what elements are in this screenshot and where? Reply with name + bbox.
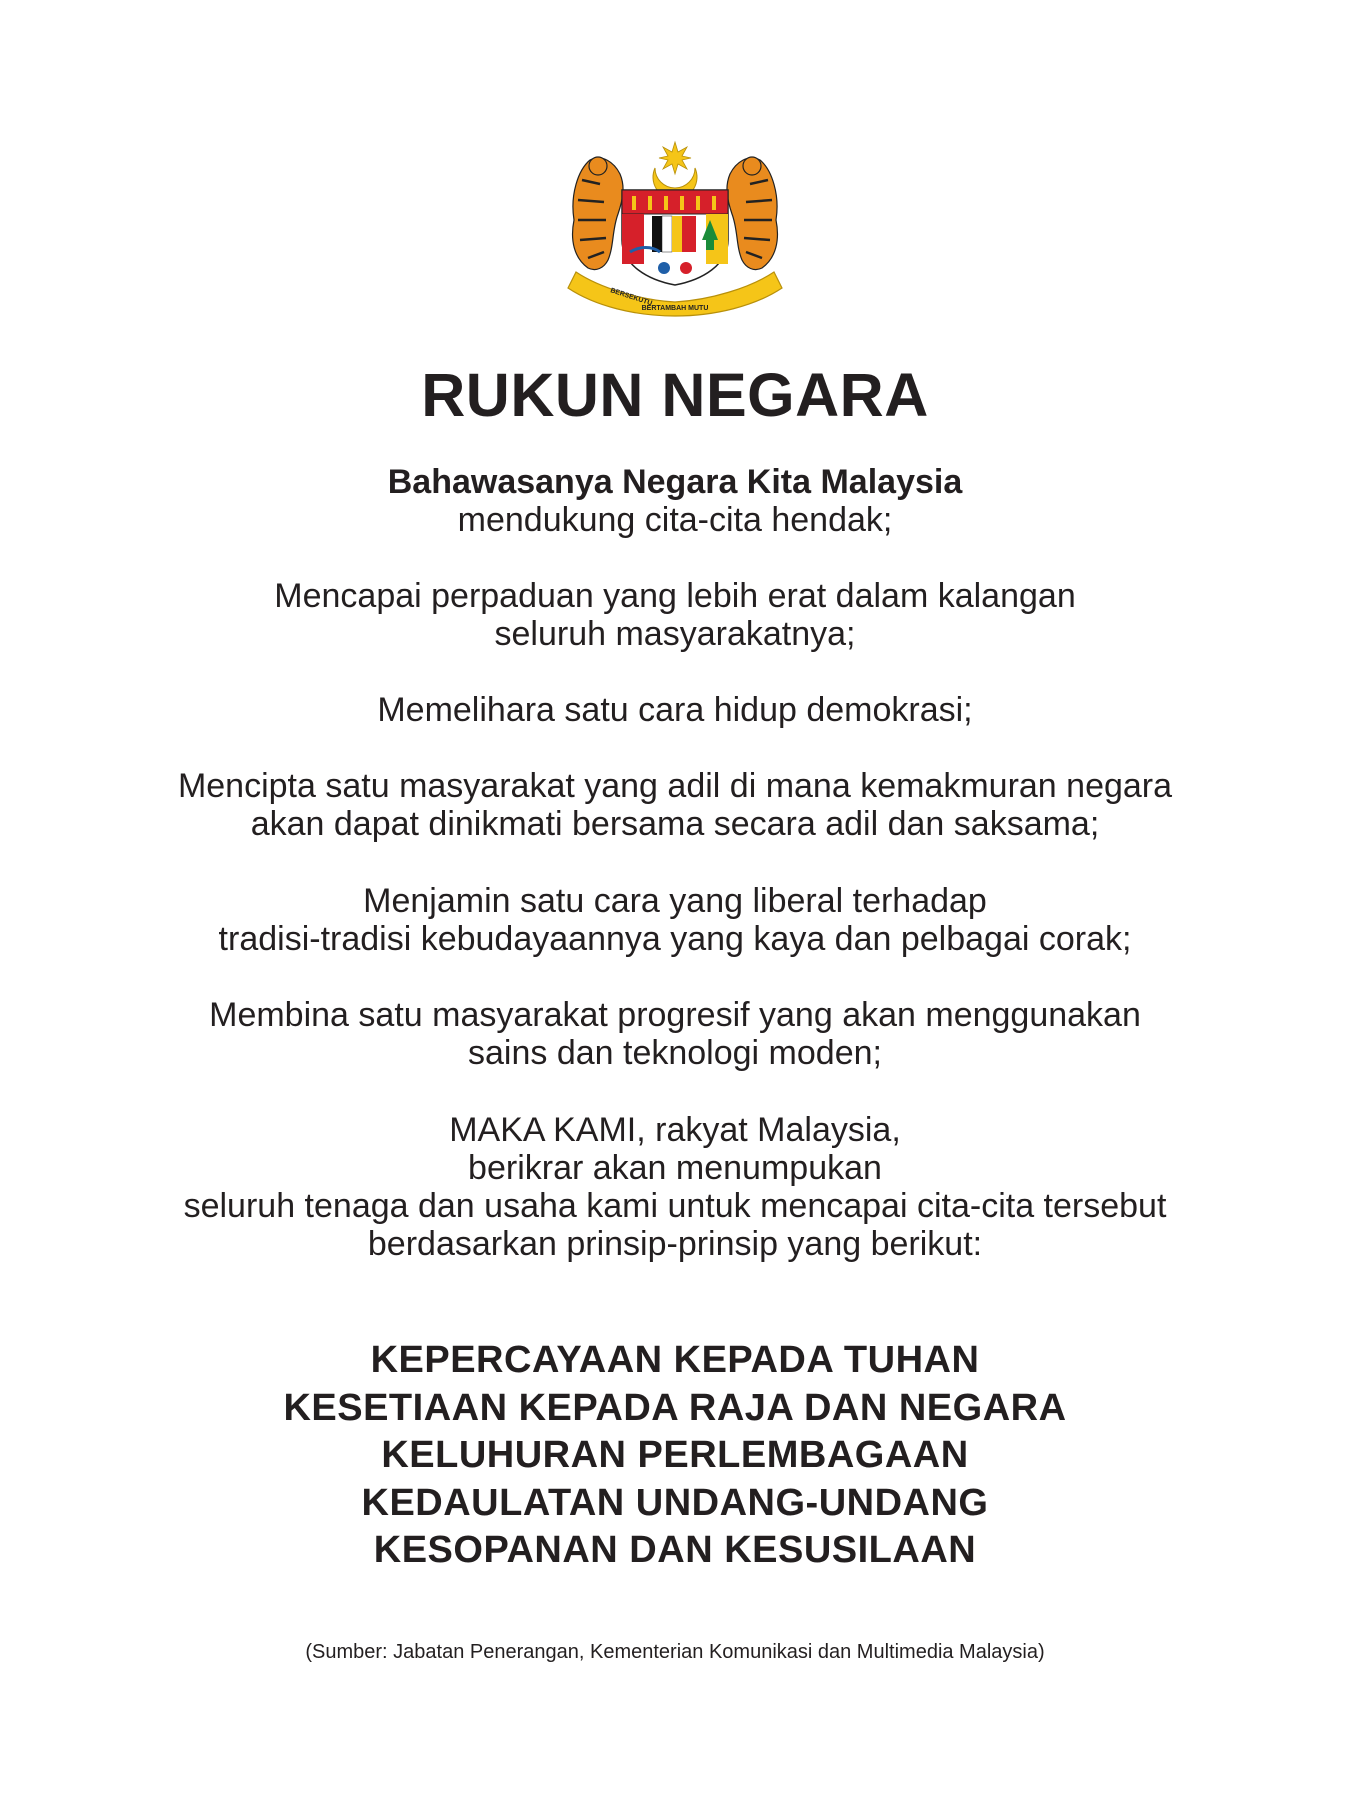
- aspiration-line: Menjamin satu cara yang liberal terhadap: [363, 882, 987, 920]
- preamble: [0, 463, 1350, 539]
- principle-item: KESOPANAN DAN KESUSILAAN: [373, 1529, 977, 1571]
- pledge-line: berikrar akan menumpukan: [468, 1149, 882, 1187]
- pledge: [0, 1111, 1350, 1263]
- preamble-heading: Bahawasanya Negara Kita Malaysia: [387, 463, 963, 501]
- aspiration-3: [0, 767, 1350, 843]
- aspiration-line: akan dapat dinikmati bersama secara adil dan saksama;: [250, 805, 1100, 843]
- aspiration-line: Memelihara satu cara hidup demokrasi;: [377, 691, 973, 729]
- aspiration-line: sains dan teknologi moden;: [468, 1034, 882, 1072]
- aspiration-1: [0, 577, 1350, 653]
- source-citation: (Sumber: Jabatan Penerangan, Kementerian Komunikasi dan Multimedia Malaysia): [305, 1641, 1045, 1663]
- aspiration-4: [0, 882, 1350, 958]
- pledge-line: berdasarkan prinsip-prinsip yang berikut:: [367, 1225, 983, 1263]
- principle-item: KEDAULATAN UNDANG-UNDANG: [361, 1481, 989, 1524]
- principle-item: KESETIAAN KEPADA RAJA DAN NEGARA: [283, 1386, 1067, 1429]
- ribbon-left-text: BERSEKUTU: [609, 287, 653, 308]
- coat-of-arms-icon: [560, 140, 790, 318]
- aspiration-line: seluruh masyarakatnya;: [494, 615, 856, 653]
- pledge-line: seluruh tenaga dan usaha kami untuk mencapai cita-cita tersebut: [183, 1187, 1167, 1225]
- coat-of-arms-emblem: [560, 140, 790, 318]
- aspiration-line: Mencapai perpaduan yang lebih erat dalam kalangan: [274, 577, 1076, 615]
- principles-list: [0, 1337, 1350, 1575]
- aspiration-line: Membina satu masyarakat progresif yang akan menggunakan: [209, 996, 1141, 1034]
- aspiration-2: [0, 691, 1350, 729]
- aspiration-line: tradisi-tradisi kebudayaannya yang kaya dan pelbagai corak;: [218, 920, 1132, 958]
- ribbon-motto-text: BERTAMBAH MUTU: [641, 305, 709, 312]
- principle-item: KELUHURAN PERLEMBAGAAN: [381, 1434, 969, 1476]
- aspiration-5: [0, 996, 1350, 1072]
- preamble-lead: mendukung cita-cita hendak;: [457, 501, 893, 539]
- aspiration-line: Mencipta satu masyarakat yang adil di mana kemakmuran negara: [177, 767, 1173, 805]
- pledge-line: MAKA KAMI, rakyat Malaysia,: [449, 1111, 901, 1149]
- page-title: RUKUN NEGARA: [421, 361, 929, 429]
- principle-item: KEPERCAYAAN KEPADA TUHAN: [370, 1339, 980, 1381]
